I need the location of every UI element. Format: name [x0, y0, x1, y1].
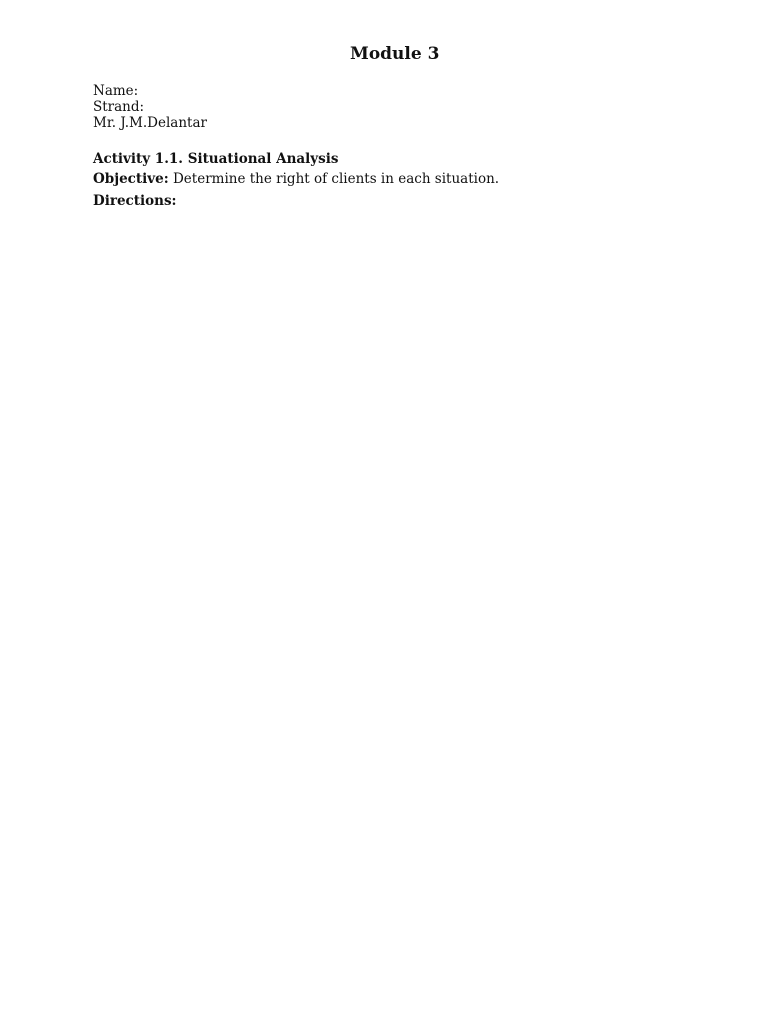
objective-text: Determine the right of clients in each situation.: [168, 171, 500, 187]
name-label: Name:: [93, 83, 139, 99]
activity-heading: Activity 1.1. Situational Analysis: [93, 151, 339, 167]
strand-label: Strand:: [93, 99, 145, 115]
teacher-name: Mr. J.M.Delantar: [93, 115, 207, 131]
page-title: Module 3: [350, 44, 440, 64]
objective-label: Objective:: [93, 171, 169, 187]
objective-line: [93, 171, 499, 187]
directions-label: Directions:: [93, 193, 177, 209]
